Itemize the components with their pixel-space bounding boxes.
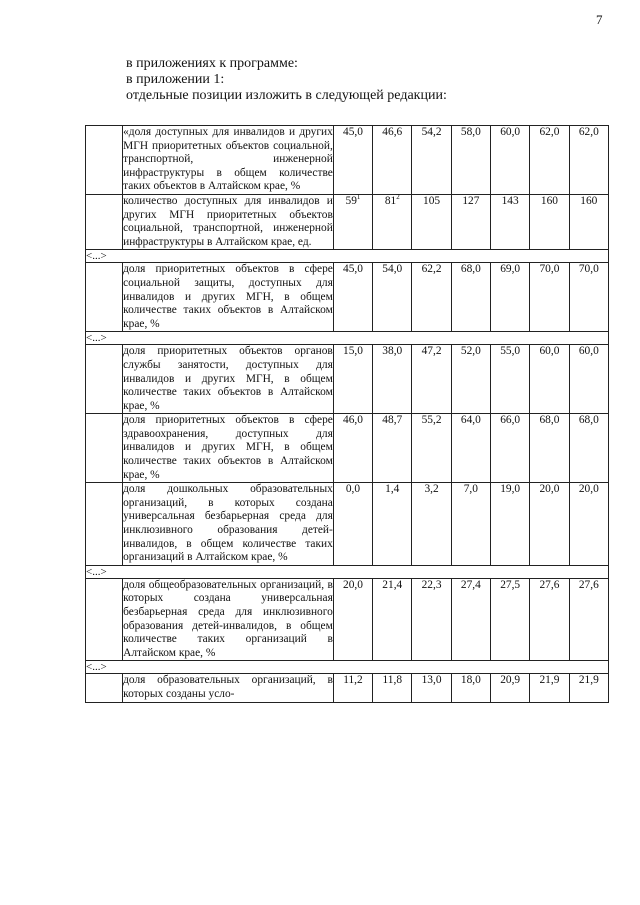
value-cell: [451, 263, 490, 332]
separator-cell: <...>: [86, 332, 609, 345]
value-text: 3,2: [424, 483, 439, 496]
blank-cell: [86, 414, 123, 483]
value-cell: [373, 263, 412, 332]
value-cell: [333, 263, 372, 332]
value-cell: [530, 674, 569, 702]
value-text: 20,0: [343, 578, 363, 591]
value-cell: [530, 263, 569, 332]
value-cell: [333, 578, 372, 661]
value-cell: [569, 194, 608, 249]
separator-row: [86, 332, 609, 345]
value-text: 160: [580, 194, 598, 207]
value-text: 21,9: [578, 674, 599, 687]
value-text: 21,9: [539, 674, 560, 687]
value-text: 19,0: [500, 483, 521, 496]
page-number: 7: [596, 12, 603, 27]
value-text: 81: [384, 194, 397, 207]
value-text: 46,0: [343, 414, 363, 427]
separator-cell: <...>: [86, 661, 609, 674]
value-text: 66,0: [500, 414, 521, 427]
value-cell: [491, 414, 530, 483]
value-text: 70,0: [539, 263, 560, 276]
separator-row: [86, 250, 609, 263]
indicator-name: доля образовательных организаций, в которых созданы усло-: [123, 674, 334, 702]
value-text: 52,0: [460, 345, 481, 358]
value-cell: [451, 674, 490, 702]
value-cell: [412, 483, 451, 566]
value-text: 62,2: [421, 263, 442, 276]
value-text: 1,4: [385, 483, 400, 496]
intro-line: в приложении 1:: [126, 72, 225, 87]
value-text: 38,0: [382, 345, 403, 358]
value-cell: [530, 345, 569, 414]
value-cell: [491, 674, 530, 702]
separator-cell: <...>: [86, 565, 609, 578]
value-text: 21,4: [382, 578, 403, 591]
indicator-name: доля дошкольных образовательных организаций, в которых создана универсальная безбарьерная среда для инклюзивного образования детей-инвалидов, в общем количестве таких организаций в Алтайском крае, %: [123, 483, 334, 566]
value-text: 0,0: [345, 483, 361, 496]
value-cell: [530, 414, 569, 483]
value-cell: [530, 578, 569, 661]
footnote-mark: 2: [396, 193, 400, 202]
blank-cell: [86, 578, 123, 661]
value-cell: [451, 578, 490, 661]
value-text: 20,0: [578, 483, 599, 496]
value-text: 27,5: [500, 578, 521, 591]
value-text: 68,0: [578, 414, 599, 427]
footnote-mark: 1: [356, 193, 361, 202]
value-cell: [569, 414, 608, 483]
value-cell: [569, 578, 608, 661]
value-cell: [412, 578, 451, 661]
value-text: 48,7: [382, 414, 403, 427]
value-text: 47,2: [421, 345, 442, 358]
value-text: 27,4: [460, 578, 481, 591]
value-text: 22,3: [421, 578, 442, 591]
value-text: 70,0: [578, 263, 599, 276]
value-cell: [569, 483, 608, 566]
value-text: 60,0: [500, 126, 521, 138]
value-cell: [451, 345, 490, 414]
table-row: [86, 414, 609, 483]
value-text: 127: [462, 194, 480, 207]
value-text: 54,0: [382, 263, 403, 276]
value-text: 62,0: [539, 126, 560, 138]
value-cell: [412, 414, 451, 483]
blank-cell: [86, 345, 123, 414]
value-cell: [333, 414, 372, 483]
value-cell: [569, 345, 608, 414]
table-row: [86, 126, 609, 195]
value-text: 54,2: [421, 126, 442, 138]
table-row: [86, 483, 609, 566]
blank-cell: [86, 674, 123, 702]
separator-row: [86, 565, 609, 578]
table-row: [86, 345, 609, 414]
indicator-name: доля приоритетных объектов органов службы занятости, доступных для инвалидов и других МГН, в общем количестве таких объектов в Алтайском крае, %: [123, 345, 334, 414]
blank-cell: [86, 194, 123, 249]
value-cell: [412, 126, 451, 195]
value-cell: [412, 194, 451, 249]
value-cell: [451, 194, 490, 249]
value-text: 62,0: [578, 126, 599, 138]
value-cell: [412, 345, 451, 414]
value-cell: [333, 345, 372, 414]
blank-cell: [86, 263, 123, 332]
value-cell: [373, 414, 412, 483]
value-cell: [491, 345, 530, 414]
value-text: 27,6: [539, 578, 560, 591]
intro-line: отдельные позиции изложить в следующей редакции:: [126, 88, 447, 103]
value-text: 55,2: [421, 414, 442, 427]
intro-line: в приложениях к программе:: [126, 56, 298, 71]
value-cell: [333, 194, 372, 249]
value-cell: [569, 263, 608, 332]
value-cell: [491, 483, 530, 566]
value-text: 105: [423, 194, 441, 207]
intro-text: [126, 56, 447, 104]
value-text: 64,0: [460, 414, 481, 427]
value-text: 160: [540, 194, 558, 207]
value-cell: [373, 578, 412, 661]
value-text: 46,6: [382, 126, 403, 138]
table-row: [86, 674, 609, 702]
value-cell: [333, 126, 372, 195]
value-cell: [491, 578, 530, 661]
indicator-name: количество доступных для инвалидов и других МГН приоритетных объектов социальной, транспортной, инженерной инфраструктуры в Алтайском крае, ед.: [123, 194, 334, 249]
value-cell: [491, 126, 530, 195]
value-text: 11,8: [382, 674, 403, 687]
table-row: [86, 194, 609, 249]
value-text: 7,0: [463, 483, 478, 496]
value-cell: [412, 674, 451, 702]
value-text: 58,0: [460, 126, 481, 138]
blank-cell: [86, 126, 123, 195]
value-text: 45,0: [343, 126, 363, 138]
indicator-name: доля приоритетных объектов в сфере социальной защиты, доступных для инвалидов и других МГН, в общем количестве таких объектов в Алтайском крае, %: [123, 263, 334, 332]
value-cell: [373, 194, 412, 249]
value-text: 13,0: [421, 674, 442, 687]
separator-cell: <...>: [86, 250, 609, 263]
value-cell: [569, 126, 608, 195]
value-cell: [451, 126, 490, 195]
value-text: 69,0: [500, 263, 521, 276]
indicator-name: доля общеобразовательных организаций, в которых создана универсальная безбарьерная среда для инклюзивного образования детей-инвалидов, в общем количестве таких организаций в Алтайском крае, %: [123, 578, 334, 661]
indicator-name: доля приоритетных объектов в сфере здравоохранения, доступных для инвалидов и других МГН, в общем количестве таких объектов в Алтайском крае, %: [123, 414, 334, 483]
value-text: 68,0: [460, 263, 481, 276]
value-cell: [530, 126, 569, 195]
value-text: 20,0: [539, 483, 560, 496]
value-cell: [333, 483, 372, 566]
value-cell: [333, 674, 372, 702]
separator-row: [86, 661, 609, 674]
value-cell: [569, 674, 608, 702]
value-cell: [373, 674, 412, 702]
value-text: 45,0: [343, 263, 363, 276]
value-text: 60,0: [578, 345, 599, 358]
value-text: 68,0: [539, 414, 560, 427]
value-cell: [530, 483, 569, 566]
value-cell: [373, 483, 412, 566]
indicators-table: [85, 125, 609, 703]
value-cell: [451, 414, 490, 483]
indicator-name: «доля доступных для инвалидов и других МГН приоритетных объектов социальной, транспортной, инженерной инфраструктуры в общем количестве таких объектов в Алтайском крае, %: [123, 126, 334, 195]
value-text: 59: [345, 194, 357, 207]
blank-cell: [86, 483, 123, 566]
value-cell: [451, 483, 490, 566]
value-text: 15,0: [343, 345, 363, 358]
value-cell: [491, 194, 530, 249]
value-text: 27,6: [578, 578, 599, 591]
value-cell: [491, 263, 530, 332]
value-cell: [373, 126, 412, 195]
value-text: 20,9: [500, 674, 521, 687]
value-text: 60,0: [539, 345, 560, 358]
value-text: 143: [501, 194, 519, 207]
value-cell: [412, 263, 451, 332]
value-cell: [373, 345, 412, 414]
value-text: 55,0: [500, 345, 521, 358]
value-text: 18,0: [460, 674, 481, 687]
table-row: [86, 578, 609, 661]
value-cell: [530, 194, 569, 249]
value-text: 11,2: [343, 674, 363, 687]
table-row: [86, 263, 609, 332]
